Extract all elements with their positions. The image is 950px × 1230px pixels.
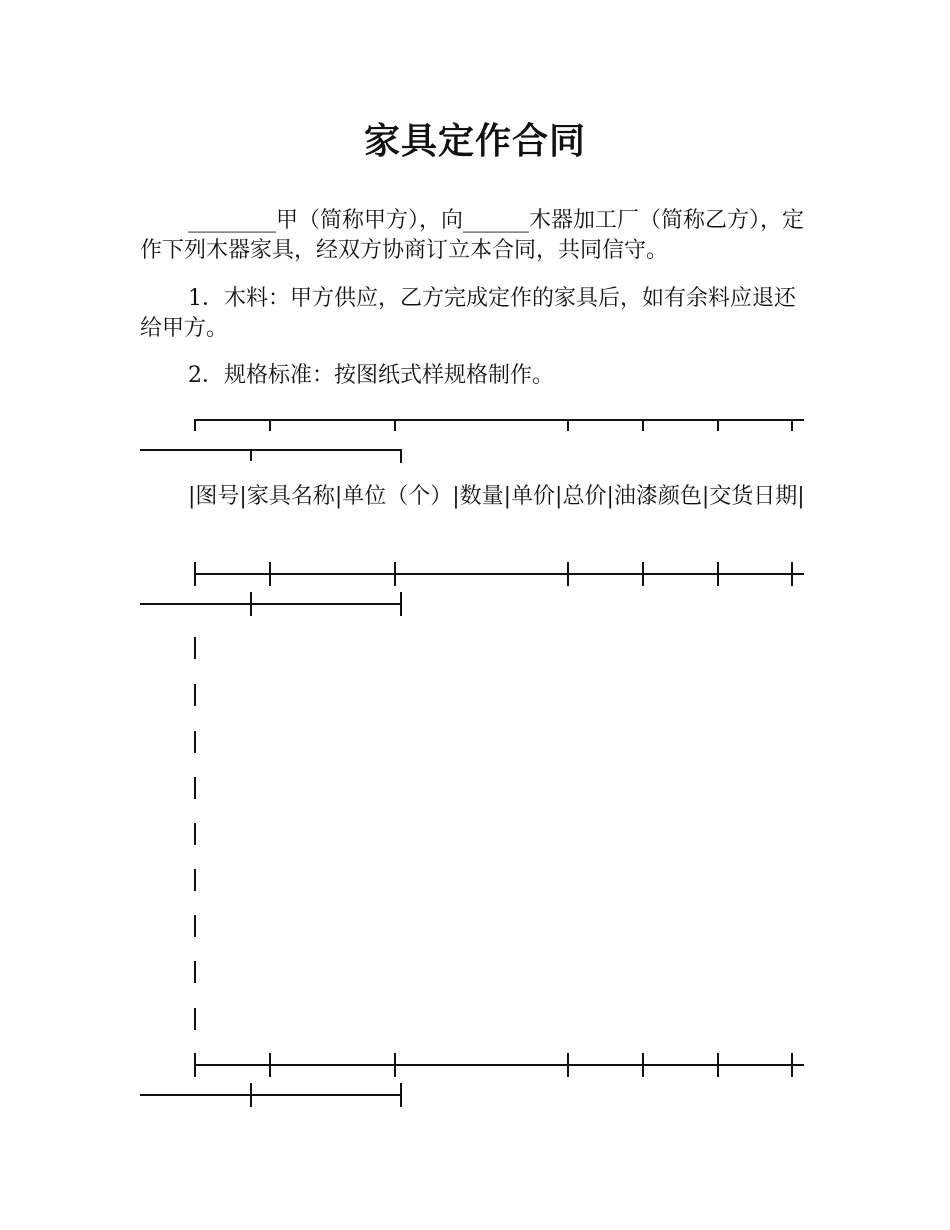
document-title: 家具定作合同 [363, 121, 586, 162]
bottom-cross [250, 1083, 252, 1107]
bottom-cross [194, 1053, 196, 1077]
bottom-cross [717, 1053, 719, 1077]
bottom-cross [791, 1053, 793, 1077]
bottom-cross [567, 1053, 569, 1077]
bottom-line-1 [194, 1064, 804, 1066]
intro-paragraph: ________甲（简称甲方），向______木器加工厂（简称乙方），定作下列木器家具，经双方协商订立本合同，共同信守。 [140, 208, 805, 263]
bottom-cross [400, 1083, 402, 1107]
table-header-row: |图号|家具名称|单位（个）|数量|单价|总价|油漆颜色|交货日期| [188, 484, 805, 509]
bottom-line-2 [140, 1094, 402, 1096]
bottom-cross [642, 1053, 644, 1077]
bottom-cross [394, 1053, 396, 1077]
clause-2-specifications: 2．规格标准：按图纸式样规格制作。 [188, 363, 554, 388]
bottom-cross [269, 1053, 271, 1077]
clause-1-materials: 1．木料：甲方供应，乙方完成定作的家具后，如有余料应退还给甲方。 [140, 286, 796, 341]
